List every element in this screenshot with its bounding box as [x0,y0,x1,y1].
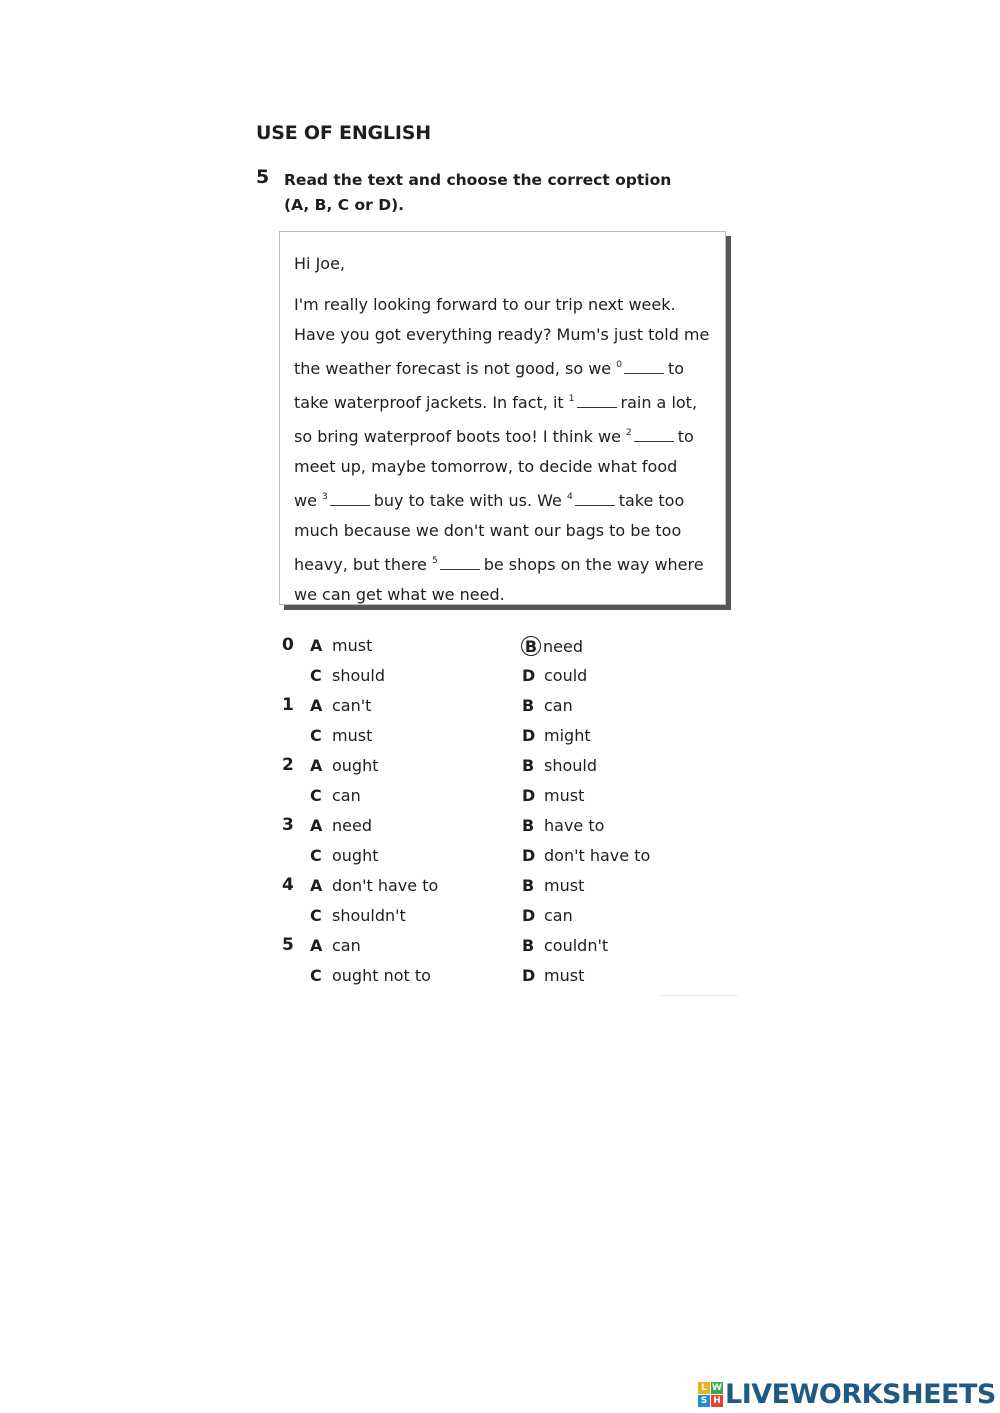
option-text: can [332,936,361,955]
option-row [282,813,742,843]
letter-text: meet up, maybe tomorrow, to decide what food [294,457,678,476]
exercise-instruction [284,168,671,218]
answer-gap[interactable] [575,493,615,506]
option-letter: A [310,696,323,715]
gap-number: 5 [431,556,438,566]
option-text: ought [332,756,379,775]
letter-text: we can get what we need. [294,585,505,604]
letter-line [294,546,719,580]
option-text: can't [332,696,372,715]
option-row [282,933,742,963]
option-a[interactable] [310,636,372,655]
logo-tile: H [711,1395,723,1407]
option-a[interactable] [310,756,379,775]
option-a[interactable] [310,936,361,955]
question-number: 2 [282,755,294,775]
option-c[interactable] [310,786,361,805]
option-c[interactable] [310,906,406,925]
option-text: should [332,666,386,685]
option-text: ought not to [332,966,431,985]
option-letter-circled: B [521,636,541,656]
option-d[interactable] [522,726,591,745]
gap-number: 0 [616,360,622,370]
letter-text: rain a lot, [620,393,698,412]
option-letter: C [310,786,322,805]
option-text: should [544,756,598,775]
letter-line [294,350,719,384]
option-letter: B [522,876,535,895]
answer-gap[interactable] [634,429,674,442]
option-text: ought [332,846,379,865]
letter-text: so bring waterproof boots too! I think we [294,427,626,446]
gap-number: 1 [568,394,575,404]
option-text: can [544,906,573,925]
option-b[interactable] [522,936,608,955]
logo-tile: S [698,1395,710,1407]
option-d[interactable] [522,786,584,805]
section-title: USE OF ENGLISH [256,122,431,144]
question-number: 3 [282,815,294,835]
option-text: need [543,637,583,656]
letter-text: to [677,427,694,446]
gap-number: 3 [322,492,328,502]
option-row [282,663,742,693]
options-list [282,633,742,993]
letter-line [294,580,719,610]
letter-box [279,231,726,605]
option-c[interactable] [310,966,431,985]
option-row [282,963,742,993]
liveworksheets-logo[interactable] [698,1378,996,1410]
option-a[interactable] [310,816,372,835]
option-b[interactable] [522,816,604,835]
option-text: must [544,786,585,805]
option-text: might [544,726,591,745]
logo-tile: L [698,1382,710,1394]
option-letter: A [310,936,323,955]
option-b[interactable] [522,876,584,895]
logo-tile: W [712,1382,722,1393]
option-text: can [332,786,361,805]
option-a[interactable] [310,696,371,715]
option-text: must [332,726,373,745]
option-letter: C [310,906,322,925]
option-text: must [544,966,585,985]
question-number: 1 [282,695,294,715]
option-letter: D [522,666,536,685]
letter-text: I'm really looking forward to our trip next week. [294,295,676,314]
instruction-line-1: Read the text and choose the correct option [284,171,672,189]
option-letter: D [522,966,536,985]
answer-gap[interactable] [330,493,370,506]
option-a[interactable] [310,876,438,895]
letter-line [294,418,719,452]
answer-gap[interactable] [440,557,480,570]
letter-line [294,516,719,546]
letter-line [294,452,719,482]
option-row [282,783,742,813]
option-letter: D [522,786,536,805]
answer-gap[interactable] [624,361,664,374]
letter-text: to [667,359,685,378]
option-letter: D [522,906,536,925]
option-row [282,873,742,903]
letter-text: much because we don't want our bags to be too [294,521,682,540]
letter-text: buy to take with us. We [373,491,567,510]
option-text: must [544,876,585,895]
letter-text: Have you got everything ready? Mum's just told me [294,325,710,344]
option-letter: C [310,846,322,865]
divider-line [660,995,738,996]
option-letter: C [310,726,322,745]
letter-greeting: Hi Joe, [294,254,345,273]
option-c[interactable] [310,846,379,865]
letter-line [294,290,719,320]
option-b[interactable] [522,636,583,656]
letter-body [294,290,719,610]
question-number: 0 [282,635,294,655]
option-row [282,843,742,873]
letter-line [294,384,719,418]
option-c[interactable] [310,666,385,685]
option-row [282,633,742,663]
option-text: don't have to [332,876,439,895]
option-row [282,693,742,723]
logo-tiles-icon [698,1382,723,1407]
option-letter: B [522,936,535,955]
option-letter: B [522,816,535,835]
option-letter: A [310,816,323,835]
gap-number: 4 [566,492,573,502]
option-text: have to [544,816,605,835]
option-d[interactable] [522,966,584,985]
option-letter: A [310,636,323,655]
option-row [282,903,742,933]
option-d[interactable] [522,906,573,925]
instruction-line-2: (A, B, C or D). [284,196,405,214]
option-letter: B [522,756,535,775]
option-text: can [544,696,573,715]
option-d[interactable] [522,666,587,685]
option-letter: A [310,876,323,895]
option-letter: B [522,696,535,715]
option-letter: C [310,966,322,985]
option-row [282,723,742,753]
question-number: 5 [282,935,294,955]
answer-gap[interactable] [577,395,617,408]
letter-text: take waterproof jackets. In fact, it [294,393,569,412]
option-b[interactable] [522,756,597,775]
letter-line [294,482,719,516]
logo-text: LIVEWORKSHEETS [725,1378,996,1410]
option-row [282,753,742,783]
option-b[interactable] [522,696,573,715]
option-text: couldn't [544,936,609,955]
option-text: must [332,636,373,655]
letter-text: we [294,491,323,510]
option-letter: C [310,666,322,685]
option-letter: D [522,846,536,865]
option-text: could [544,666,588,685]
option-letter: D [522,726,536,745]
letter-text: be shops on the way where [483,555,704,574]
option-text: need [332,816,372,835]
option-text: shouldn't [332,906,406,925]
question-number: 4 [282,875,294,895]
exercise-number: 5 [256,166,270,188]
letter-text: the weather forecast is not good, so we [294,359,617,378]
letter-text: heavy, but there [294,555,432,574]
gap-number: 2 [626,428,632,438]
option-d[interactable] [522,846,650,865]
option-text: don't have to [544,846,651,865]
letter-line [294,320,719,350]
option-c[interactable] [310,726,372,745]
option-letter: A [310,756,323,775]
letter-text: take too [618,491,685,510]
